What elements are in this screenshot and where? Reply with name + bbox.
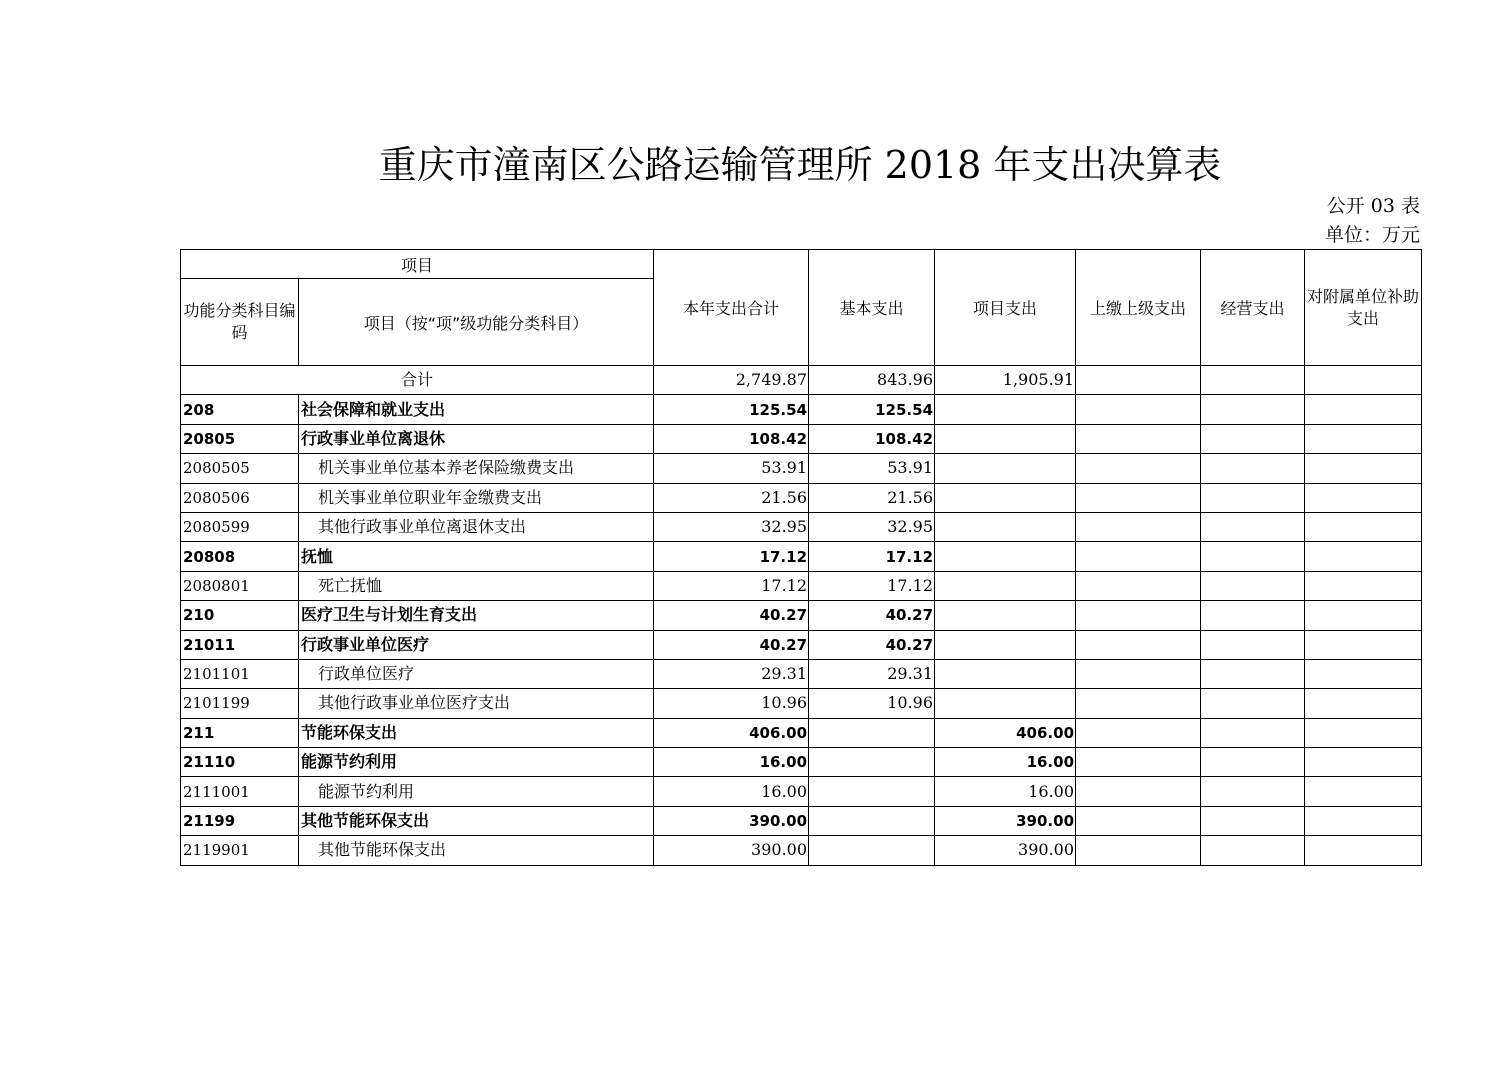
cell-project	[935, 601, 1076, 630]
cell-business	[1201, 718, 1305, 747]
cell-basic	[809, 718, 935, 747]
cell-total: 17.12	[654, 542, 809, 571]
cell-code: 21011	[181, 630, 299, 659]
header-project: 项目支出	[935, 250, 1076, 366]
header-total: 本年支出合计	[654, 250, 809, 366]
cell-business	[1201, 777, 1305, 806]
cell-project	[935, 630, 1076, 659]
cell-code: 2101199	[181, 689, 299, 718]
cell-business	[1201, 689, 1305, 718]
cell-code: 2111001	[181, 777, 299, 806]
cell-basic: 29.31	[809, 659, 935, 688]
cell-upper	[1076, 454, 1201, 483]
cell-total: 17.12	[654, 571, 809, 600]
cell-business	[1201, 542, 1305, 571]
cell-total: 125.54	[654, 395, 809, 424]
header-basic: 基本支出	[809, 250, 935, 366]
form-number: 公开 03 表	[1326, 195, 1420, 217]
cell-code: 2080599	[181, 512, 299, 541]
cell-upper	[1076, 777, 1201, 806]
cell-total: 10.96	[654, 689, 809, 718]
cell-total: 406.00	[654, 718, 809, 747]
table-row	[181, 659, 1422, 688]
cell-subsidy	[1305, 659, 1422, 688]
cell-upper	[1076, 512, 1201, 541]
table-row	[181, 542, 1422, 571]
total-row	[181, 366, 1422, 395]
cell-project	[935, 689, 1076, 718]
cell-business	[1201, 512, 1305, 541]
cell-project	[935, 571, 1076, 600]
cell-project	[935, 454, 1076, 483]
expenditure-table	[180, 249, 1422, 866]
cell-subsidy	[1305, 630, 1422, 659]
cell-name: 医疗卫生与计划生育支出	[299, 601, 654, 630]
cell-basic: 125.54	[809, 395, 935, 424]
cell-basic	[809, 777, 935, 806]
cell-upper	[1076, 395, 1201, 424]
header-subsidy: 对附属单位补助支出	[1305, 250, 1422, 366]
cell-total: 16.00	[654, 777, 809, 806]
cell-basic	[809, 806, 935, 835]
table-row	[181, 748, 1422, 777]
table-row	[181, 718, 1422, 747]
cell-subsidy	[1305, 395, 1422, 424]
cell-code: 21199	[181, 806, 299, 835]
table-row	[181, 571, 1422, 600]
cell-subsidy	[1305, 454, 1422, 483]
cell-upper	[1076, 748, 1201, 777]
table-row	[181, 512, 1422, 541]
cell-code: 2080505	[181, 454, 299, 483]
cell-code: 2119901	[181, 836, 299, 865]
cell-subsidy	[1305, 777, 1422, 806]
table-row	[181, 483, 1422, 512]
cell-name: 能源节约利用	[299, 748, 654, 777]
cell-subsidy	[1305, 748, 1422, 777]
cell-total: 40.27	[654, 630, 809, 659]
cell-name: 行政事业单位医疗	[299, 630, 654, 659]
header-project-group: 项目	[181, 250, 654, 279]
cell-subsidy	[1305, 718, 1422, 747]
cell-upper	[1076, 718, 1201, 747]
cell-name: 其他节能环保支出	[299, 836, 654, 865]
cell-business	[1201, 836, 1305, 865]
table-row	[181, 689, 1422, 718]
total-upper	[1076, 366, 1201, 395]
cell-subsidy	[1305, 512, 1422, 541]
cell-project: 406.00	[935, 718, 1076, 747]
cell-name: 其他行政事业单位离退休支出	[299, 512, 654, 541]
cell-basic: 108.42	[809, 424, 935, 453]
cell-code: 211	[181, 718, 299, 747]
cell-name: 能源节约利用	[299, 777, 654, 806]
cell-basic	[809, 748, 935, 777]
header-code: 功能分类科目编码	[181, 279, 299, 366]
cell-upper	[1076, 806, 1201, 835]
total-basic: 843.96	[809, 366, 935, 395]
cell-project: 16.00	[935, 748, 1076, 777]
table-row	[181, 424, 1422, 453]
cell-business	[1201, 424, 1305, 453]
total-business	[1201, 366, 1305, 395]
cell-total: 390.00	[654, 806, 809, 835]
cell-name: 节能环保支出	[299, 718, 654, 747]
header-name: 项目（按“项”级功能分类科目）	[299, 279, 654, 366]
cell-business	[1201, 571, 1305, 600]
cell-subsidy	[1305, 483, 1422, 512]
cell-code: 210	[181, 601, 299, 630]
total-amount: 2,749.87	[654, 366, 809, 395]
cell-name: 行政单位医疗	[299, 659, 654, 688]
cell-name: 机关事业单位基本养老保险缴费支出	[299, 454, 654, 483]
cell-upper	[1076, 689, 1201, 718]
header-business: 经营支出	[1201, 250, 1305, 366]
cell-code: 208	[181, 395, 299, 424]
table-row	[181, 601, 1422, 630]
cell-total: 16.00	[654, 748, 809, 777]
cell-total: 390.00	[654, 836, 809, 865]
cell-basic: 40.27	[809, 601, 935, 630]
cell-business	[1201, 454, 1305, 483]
cell-project	[935, 512, 1076, 541]
cell-business	[1201, 601, 1305, 630]
cell-upper	[1076, 836, 1201, 865]
cell-project	[935, 483, 1076, 512]
cell-basic: 17.12	[809, 542, 935, 571]
page-title: 重庆市潼南区公路运输管理所 2018 年支出决算表	[378, 143, 1222, 187]
cell-total: 29.31	[654, 659, 809, 688]
cell-subsidy	[1305, 601, 1422, 630]
cell-name: 死亡抚恤	[299, 571, 654, 600]
cell-subsidy	[1305, 542, 1422, 571]
cell-name: 行政事业单位离退休	[299, 424, 654, 453]
table-row	[181, 395, 1422, 424]
cell-upper	[1076, 483, 1201, 512]
cell-total: 32.95	[654, 512, 809, 541]
table-row	[181, 777, 1422, 806]
cell-subsidy	[1305, 806, 1422, 835]
cell-subsidy	[1305, 689, 1422, 718]
cell-project	[935, 542, 1076, 571]
cell-basic: 32.95	[809, 512, 935, 541]
total-subsidy	[1305, 366, 1422, 395]
cell-business	[1201, 395, 1305, 424]
cell-name: 抚恤	[299, 542, 654, 571]
cell-project: 390.00	[935, 836, 1076, 865]
cell-name: 其他节能环保支出	[299, 806, 654, 835]
cell-project	[935, 424, 1076, 453]
total-label: 合计	[181, 366, 654, 395]
cell-total: 40.27	[654, 601, 809, 630]
cell-basic: 10.96	[809, 689, 935, 718]
table-row	[181, 806, 1422, 835]
cell-basic: 21.56	[809, 483, 935, 512]
cell-upper	[1076, 542, 1201, 571]
cell-project	[935, 659, 1076, 688]
cell-name: 其他行政事业单位医疗支出	[299, 689, 654, 718]
cell-code: 21110	[181, 748, 299, 777]
cell-upper	[1076, 630, 1201, 659]
cell-upper	[1076, 601, 1201, 630]
table-row	[181, 454, 1422, 483]
cell-total: 21.56	[654, 483, 809, 512]
cell-code: 2080506	[181, 483, 299, 512]
cell-basic	[809, 836, 935, 865]
unit-label: 单位：万元	[1324, 224, 1420, 246]
cell-business	[1201, 483, 1305, 512]
cell-upper	[1076, 571, 1201, 600]
cell-subsidy	[1305, 424, 1422, 453]
cell-basic: 53.91	[809, 454, 935, 483]
cell-subsidy	[1305, 571, 1422, 600]
cell-subsidy	[1305, 836, 1422, 865]
cell-upper	[1076, 659, 1201, 688]
cell-code: 20808	[181, 542, 299, 571]
cell-project: 390.00	[935, 806, 1076, 835]
total-project: 1,905.91	[935, 366, 1076, 395]
cell-business	[1201, 748, 1305, 777]
cell-code: 20805	[181, 424, 299, 453]
header-upper: 上缴上级支出	[1076, 250, 1201, 366]
cell-code: 2101101	[181, 659, 299, 688]
cell-business	[1201, 659, 1305, 688]
table-row	[181, 630, 1422, 659]
cell-total: 108.42	[654, 424, 809, 453]
cell-name: 社会保障和就业支出	[299, 395, 654, 424]
cell-basic: 40.27	[809, 630, 935, 659]
cell-basic: 17.12	[809, 571, 935, 600]
cell-upper	[1076, 424, 1201, 453]
cell-total: 53.91	[654, 454, 809, 483]
table-row	[181, 836, 1422, 865]
cell-project: 16.00	[935, 777, 1076, 806]
cell-project	[935, 395, 1076, 424]
cell-business	[1201, 630, 1305, 659]
cell-name: 机关事业单位职业年金缴费支出	[299, 483, 654, 512]
cell-business	[1201, 806, 1305, 835]
cell-code: 2080801	[181, 571, 299, 600]
